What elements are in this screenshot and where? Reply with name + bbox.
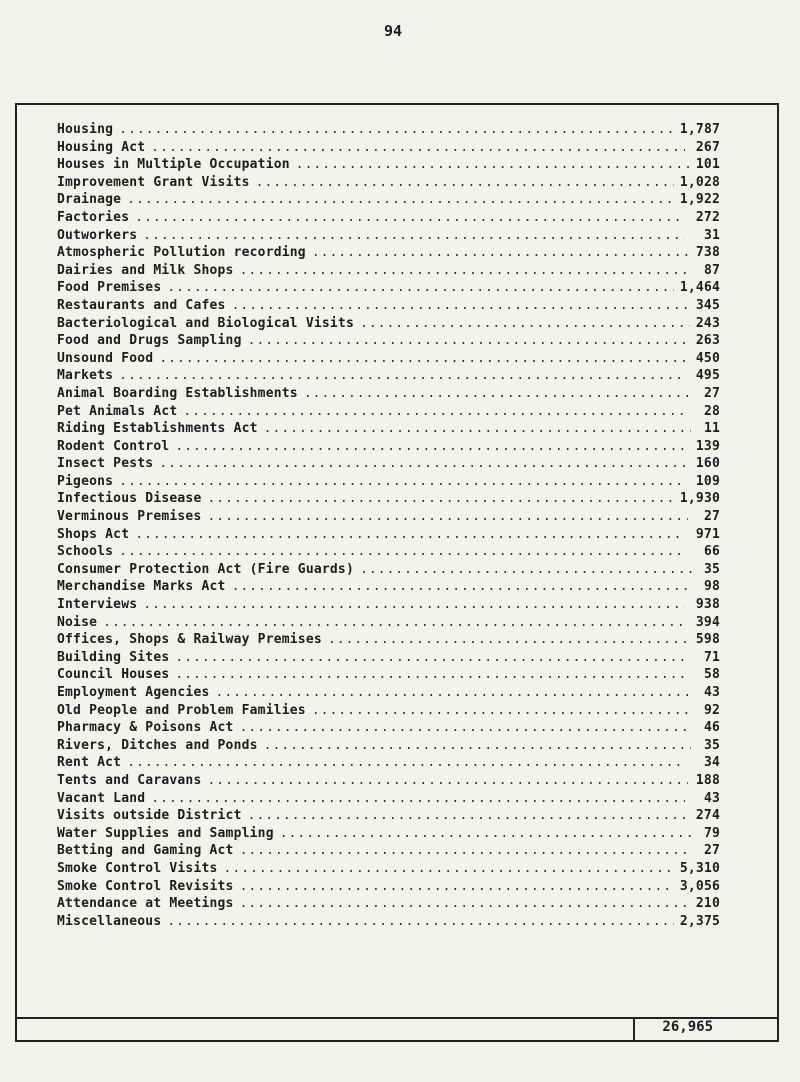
dot-leader: [256, 174, 674, 192]
row-value: 738: [695, 245, 720, 261]
row-value: 27: [703, 509, 720, 525]
table-row: [57, 895, 720, 913]
row-value: 43: [703, 790, 720, 806]
row-value: 27: [703, 843, 720, 859]
row-label: Factories: [57, 209, 130, 225]
dot-leader: [240, 719, 690, 737]
row-value: 1,028: [679, 174, 720, 190]
row-value: 66: [703, 544, 720, 560]
row-label: Verminous Premises: [57, 509, 202, 525]
row-value: 35: [703, 561, 720, 577]
row-value: 267: [695, 139, 720, 155]
row-label: Merchandise Marks Act: [57, 579, 226, 595]
table-row: [57, 649, 720, 667]
row-label: Noise: [57, 614, 98, 630]
row-label: Housing Act: [57, 139, 146, 155]
table-row: [57, 790, 720, 808]
table-row: [57, 191, 720, 209]
row-label: Employment Agencies: [57, 685, 210, 700]
row-value: 139: [695, 438, 720, 454]
row-label: Food and Drugs Sampling: [57, 333, 242, 349]
table-row: [57, 350, 720, 368]
table-row: [57, 209, 720, 227]
row-value: 495: [695, 368, 720, 384]
row-label: Council Houses: [57, 667, 170, 683]
page-number: 94: [384, 22, 403, 40]
table-row: [57, 367, 720, 385]
row-value: 109: [695, 473, 720, 489]
row-label: Markets: [57, 368, 114, 384]
row-label: Food Premises: [57, 280, 162, 296]
row-value: 101: [695, 157, 720, 173]
row-label: Insect Pests: [57, 456, 154, 472]
dot-leader: [360, 315, 690, 333]
row-value: 35: [703, 737, 720, 753]
table-row: [57, 490, 720, 508]
row-label: Atmospheric Pollution recording: [57, 245, 306, 261]
table-row: [57, 420, 720, 438]
table-row: [57, 526, 720, 544]
dot-leader: [183, 403, 686, 421]
row-value: 1,930: [679, 491, 720, 507]
row-value: 98: [703, 579, 720, 595]
table-row: [57, 139, 720, 157]
dot-leader: [175, 649, 686, 667]
row-value: 188: [695, 772, 720, 788]
dot-leader: [151, 790, 685, 808]
dot-leader: [240, 895, 690, 913]
dot-leader: [312, 702, 693, 720]
dot-leader: [207, 508, 687, 526]
table-row: [57, 578, 720, 596]
row-label: Drainage: [57, 192, 122, 208]
dot-leader: [240, 878, 674, 896]
table-row: [57, 860, 720, 878]
table-row: [57, 913, 720, 931]
table-row: [57, 596, 720, 614]
row-label: Animal Boarding Establishments: [57, 385, 298, 401]
table-row: [57, 614, 720, 632]
row-label: Smoke Control Visits: [57, 860, 218, 876]
visits-table: [57, 121, 720, 930]
row-label: Infectious Disease: [57, 491, 202, 507]
dot-leader: [135, 526, 684, 544]
table-row: [57, 508, 720, 526]
dot-leader: [103, 614, 682, 632]
row-label: Pet Animals Act: [57, 403, 178, 419]
dot-leader: [264, 737, 691, 755]
dot-leader: [159, 350, 685, 368]
dot-leader: [119, 543, 683, 561]
table-row: [57, 121, 720, 139]
table-row: [57, 737, 720, 755]
table-row: [57, 385, 720, 403]
table-row: [57, 262, 720, 280]
row-value: 1,464: [679, 280, 720, 296]
row-label: Water Supplies and Sampling: [57, 825, 274, 841]
row-label: Rivers, Ditches and Ponds: [57, 737, 258, 753]
row-label: Dairies and Milk Shops: [57, 262, 234, 278]
row-label: Old People and Problem Families: [57, 702, 306, 718]
row-label: Consumer Protection Act (Fire Guards): [57, 561, 354, 577]
row-value: 43: [703, 685, 720, 700]
dot-leader: [312, 244, 690, 262]
row-value: 34: [703, 755, 720, 771]
row-label: Improvement Grant Visits: [57, 174, 250, 190]
row-label: Rodent Control: [57, 438, 170, 454]
dot-leader: [167, 913, 674, 931]
row-label: Riding Establishments Act: [57, 421, 258, 437]
row-value: 5,310: [679, 860, 720, 876]
dot-leader: [240, 842, 690, 860]
row-value: 274: [695, 808, 720, 824]
dot-leader: [248, 332, 690, 350]
row-value: 598: [695, 632, 720, 648]
dot-leader: [119, 121, 674, 139]
total-value: 26,965: [662, 1019, 713, 1035]
table-row: [57, 279, 720, 297]
table-row: [57, 297, 720, 315]
dot-leader: [207, 772, 687, 790]
dot-leader: [143, 596, 684, 614]
dot-leader: [119, 367, 683, 385]
table-row: [57, 543, 720, 561]
table-row: [57, 754, 720, 772]
row-label: Shops Act: [57, 526, 130, 542]
row-label: Rent Act: [57, 755, 122, 771]
table-row: [57, 825, 720, 843]
dot-leader: [296, 156, 690, 174]
row-value: 71: [703, 649, 720, 665]
row-value: 394: [695, 614, 720, 630]
table-row: [57, 878, 720, 896]
dot-leader: [248, 807, 690, 825]
row-value: 272: [695, 209, 720, 225]
table-row: [57, 227, 720, 245]
table-row: [57, 842, 720, 860]
row-value: 160: [695, 456, 720, 472]
row-label: Offices, Shops & Railway Premises: [57, 632, 322, 648]
dot-leader: [328, 631, 690, 649]
dot-leader: [232, 297, 690, 315]
dot-leader: [151, 139, 685, 157]
table-row: [57, 174, 720, 192]
table-row: [57, 631, 720, 649]
row-label: Restaurants and Cafes: [57, 297, 226, 313]
row-value: 450: [695, 350, 720, 366]
dot-leader: [304, 385, 693, 403]
row-label: Visits outside District: [57, 808, 242, 824]
dot-leader: [232, 578, 690, 596]
row-label: Building Sites: [57, 649, 170, 665]
dot-leader: [360, 561, 696, 579]
row-value: 58: [703, 667, 720, 683]
row-value: 210: [695, 896, 720, 912]
row-label: Interviews: [57, 597, 138, 613]
row-value: 46: [703, 720, 720, 736]
row-label: Pharmacy & Poisons Act: [57, 720, 234, 736]
row-label: Tents and Caravans: [57, 772, 202, 788]
dot-leader: [159, 455, 685, 473]
row-label: Houses in Multiple Occupation: [57, 157, 290, 173]
dot-leader: [264, 420, 691, 438]
dot-leader: [240, 262, 690, 280]
row-label: Unsound Food: [57, 350, 154, 366]
table-row: [57, 332, 720, 350]
row-value: 79: [703, 825, 720, 841]
row-value: 971: [695, 526, 720, 542]
table-row: [57, 666, 720, 684]
row-value: 27: [703, 385, 720, 401]
row-label: Pigeons: [57, 473, 114, 489]
table-row: [57, 438, 720, 456]
table-bottom-rule: [15, 1040, 779, 1042]
row-label: Attendance at Meetings: [57, 896, 234, 912]
row-value: 28: [703, 403, 720, 419]
dot-leader: [127, 754, 684, 772]
dot-leader: [175, 666, 686, 684]
row-value: 2,375: [679, 913, 720, 929]
row-value: 263: [695, 333, 720, 349]
row-value: 92: [703, 702, 720, 718]
row-label: Bacteriological and Biological Visits: [57, 315, 354, 331]
dot-leader: [119, 473, 683, 491]
row-value: 1,787: [679, 122, 720, 137]
table-row: [57, 561, 720, 579]
dot-leader: [216, 684, 689, 702]
row-value: 345: [695, 297, 720, 313]
row-label: Schools: [57, 544, 114, 560]
row-value: 243: [695, 315, 720, 331]
row-label: Vacant Land: [57, 790, 146, 806]
row-label: Betting and Gaming Act: [57, 843, 234, 859]
row-value: 11: [703, 421, 720, 437]
table-row: [57, 719, 720, 737]
table-row: [57, 315, 720, 333]
row-label: Miscellaneous: [57, 913, 162, 929]
dot-leader: [280, 825, 692, 843]
table-row: [57, 403, 720, 421]
dot-leader: [224, 860, 674, 878]
dot-leader: [135, 209, 684, 227]
dot-leader: [175, 438, 686, 456]
row-label: Smoke Control Revisits: [57, 878, 234, 894]
dot-leader: [127, 191, 674, 209]
row-value: 3,056: [679, 878, 720, 894]
row-value: 1,922: [679, 192, 720, 208]
table-row: [57, 473, 720, 491]
row-value: 31: [703, 227, 720, 243]
table-row: [57, 772, 720, 790]
row-value: 87: [703, 262, 720, 278]
row-label: Outworkers: [57, 227, 138, 243]
table-row: [57, 455, 720, 473]
dot-leader: [167, 279, 674, 297]
dot-leader: [207, 490, 673, 508]
table-row: [57, 244, 720, 262]
table-row: [57, 156, 720, 174]
row-value: 938: [695, 597, 720, 613]
dot-leader: [143, 227, 684, 245]
table-row: [57, 702, 720, 720]
table-row: [57, 807, 720, 825]
table-row: [57, 684, 720, 702]
row-label: Housing: [57, 122, 114, 137]
